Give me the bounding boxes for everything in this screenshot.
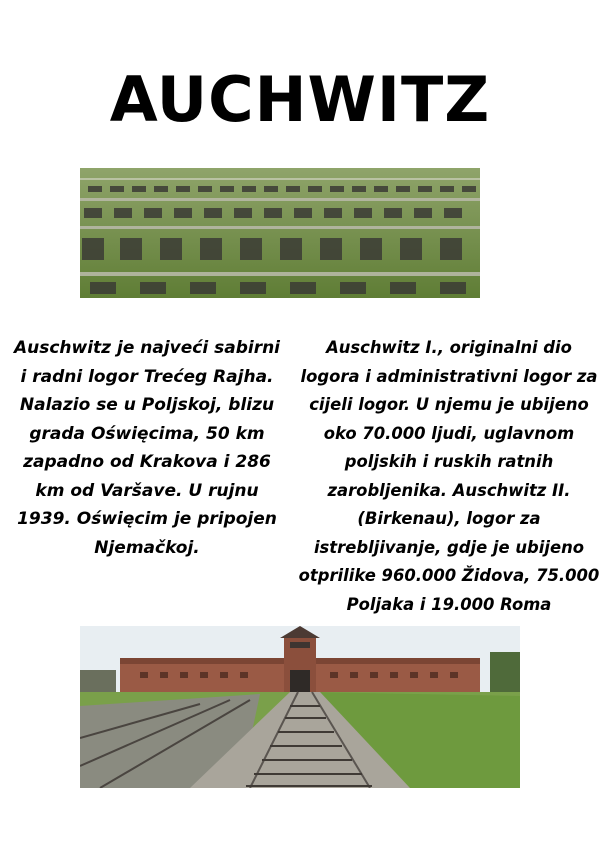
camps-paragraph: Auschwitz I., originalni dio logora i administrativni logor za cijeli logor. U njemu je ubijeno oko 70.000 ljudi, uglavnom poljskih i ruskih ratnih zarobljenika. Auschwitz II. (Birkenau), logor za istrebljivanje, gdje je ubijeno otprilike 960.000 Židova, 75.000 Poljaka i 19.000 Roma [298, 338, 600, 614]
page-title: AUCHWITZ [109, 63, 491, 136]
intro-paragraph: Auschwitz je najveći sabirni i radni logor Trećeg Rajha. Nalazio se u Poljskoj, blizu grada Oświęcima, 50 km zapadno od Krakova i 286 km od Varšave. U rujnu 1939. Oświęcim je pripojen Njemačkoj. [13, 338, 281, 558]
birkenau-gate-railway-photo [80, 626, 520, 788]
aerial-camp-photo [80, 168, 480, 298]
